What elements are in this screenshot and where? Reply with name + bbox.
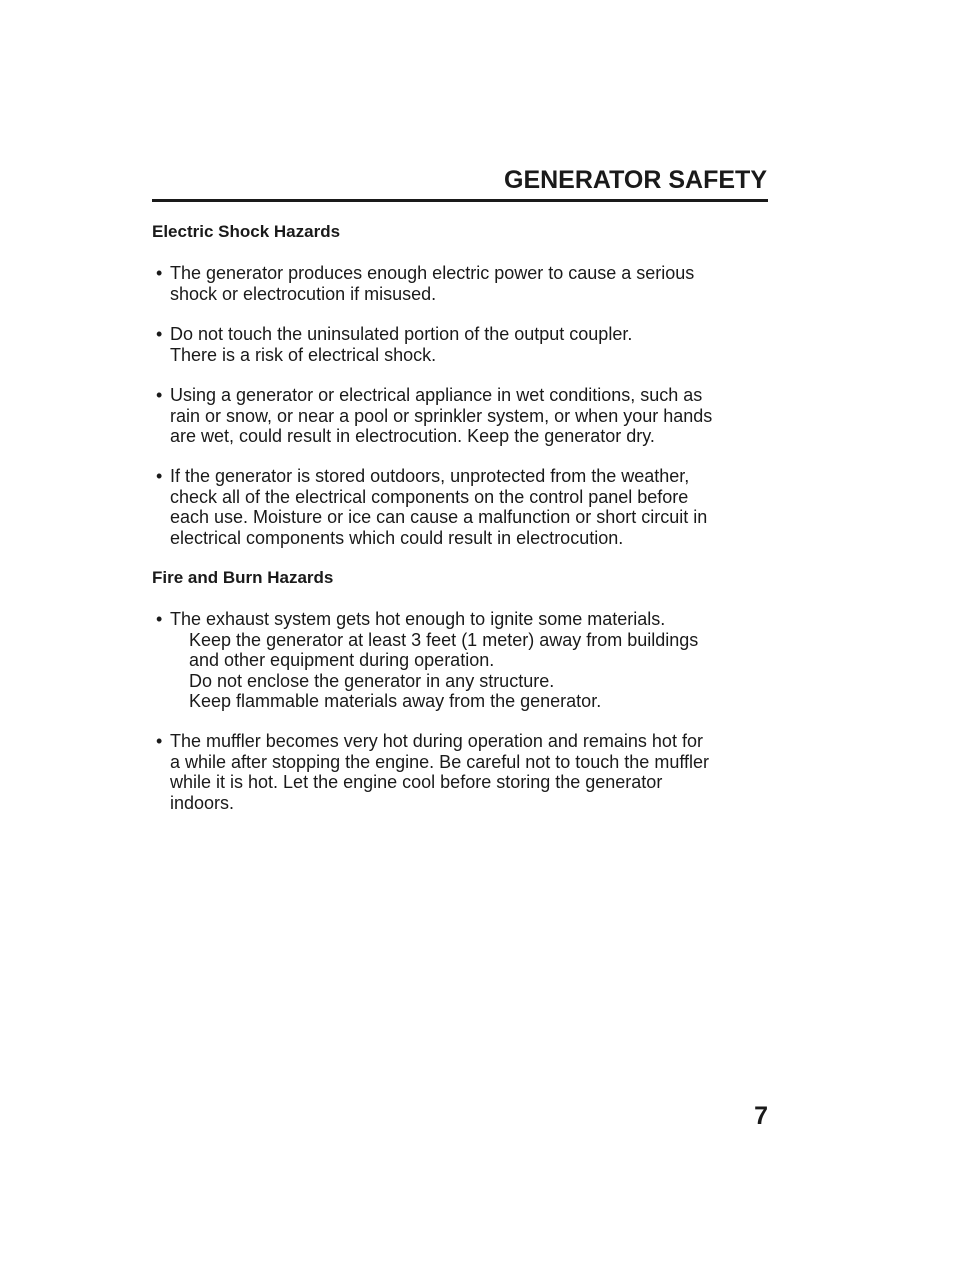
page-title: GENERATOR SAFETY	[504, 166, 767, 194]
bullet-dot: •	[156, 731, 163, 751]
bullet-line: check all of the electrical components on the control panel before	[170, 486, 689, 507]
bullet-item	[152, 263, 772, 304]
bullet-line: are wet, could result in electrocution. Keep the generator dry.	[170, 426, 655, 446]
title-rule	[152, 199, 768, 202]
bullet-line: a while after stopping the engine. Be careful not to touch the muffler	[170, 751, 710, 772]
bullet-line: Keep the generator at least 3 feet (1 meter) away from buildings	[189, 629, 699, 650]
bullet-line: rain or snow, or near a pool or sprinkler system, or when your hands	[170, 405, 713, 426]
bullet-item	[152, 466, 772, 548]
bullet-line: Do not touch the uninsulated portion of the output coupler.	[170, 324, 633, 344]
section-heading-fire-burn: Fire and Burn Hazards	[152, 568, 334, 587]
bullet-dot: •	[156, 385, 163, 405]
bullet-item	[152, 731, 772, 813]
bullet-line: The muffler becomes very hot during operation and remains hot for	[170, 731, 703, 751]
bullet-dot: •	[156, 324, 163, 344]
bullet-line: each use. Moisture or ice can cause a malfunction or short circuit in	[170, 507, 708, 527]
bullet-line: Do not enclose the generator in any structure.	[189, 670, 555, 691]
bullet-line: Keep flammable materials away from the generator.	[189, 691, 602, 711]
section-heading-electric-shock: Electric Shock Hazards	[152, 222, 341, 241]
page-number: 7	[754, 1102, 768, 1130]
bullet-line: shock or electrocution if misused.	[170, 283, 437, 304]
bullet-line: electrical components which could result in electrocution.	[170, 527, 624, 548]
bullet-line: while it is hot. Let the engine cool before storing the generator	[170, 772, 663, 792]
bullet-dot: •	[156, 466, 163, 486]
bullet-line: and other equipment during operation.	[189, 650, 495, 670]
bullet-dot: •	[156, 263, 163, 283]
bullet-line: If the generator is stored outdoors, unprotected from the weather,	[170, 466, 690, 486]
bullet-dot: •	[156, 609, 163, 629]
bullet-item	[152, 609, 772, 712]
bullet-item	[152, 324, 772, 365]
bullet-line: indoors.	[170, 792, 235, 813]
bullet-item	[152, 385, 772, 447]
bullet-line: The exhaust system gets hot enough to ignite some materials.	[170, 609, 666, 629]
bullet-line: Using a generator or electrical appliance in wet conditions, such as	[170, 385, 703, 405]
bullet-line: There is a risk of electrical shock.	[170, 344, 437, 365]
bullet-line: The generator produces enough electric power to cause a serious	[170, 263, 695, 283]
